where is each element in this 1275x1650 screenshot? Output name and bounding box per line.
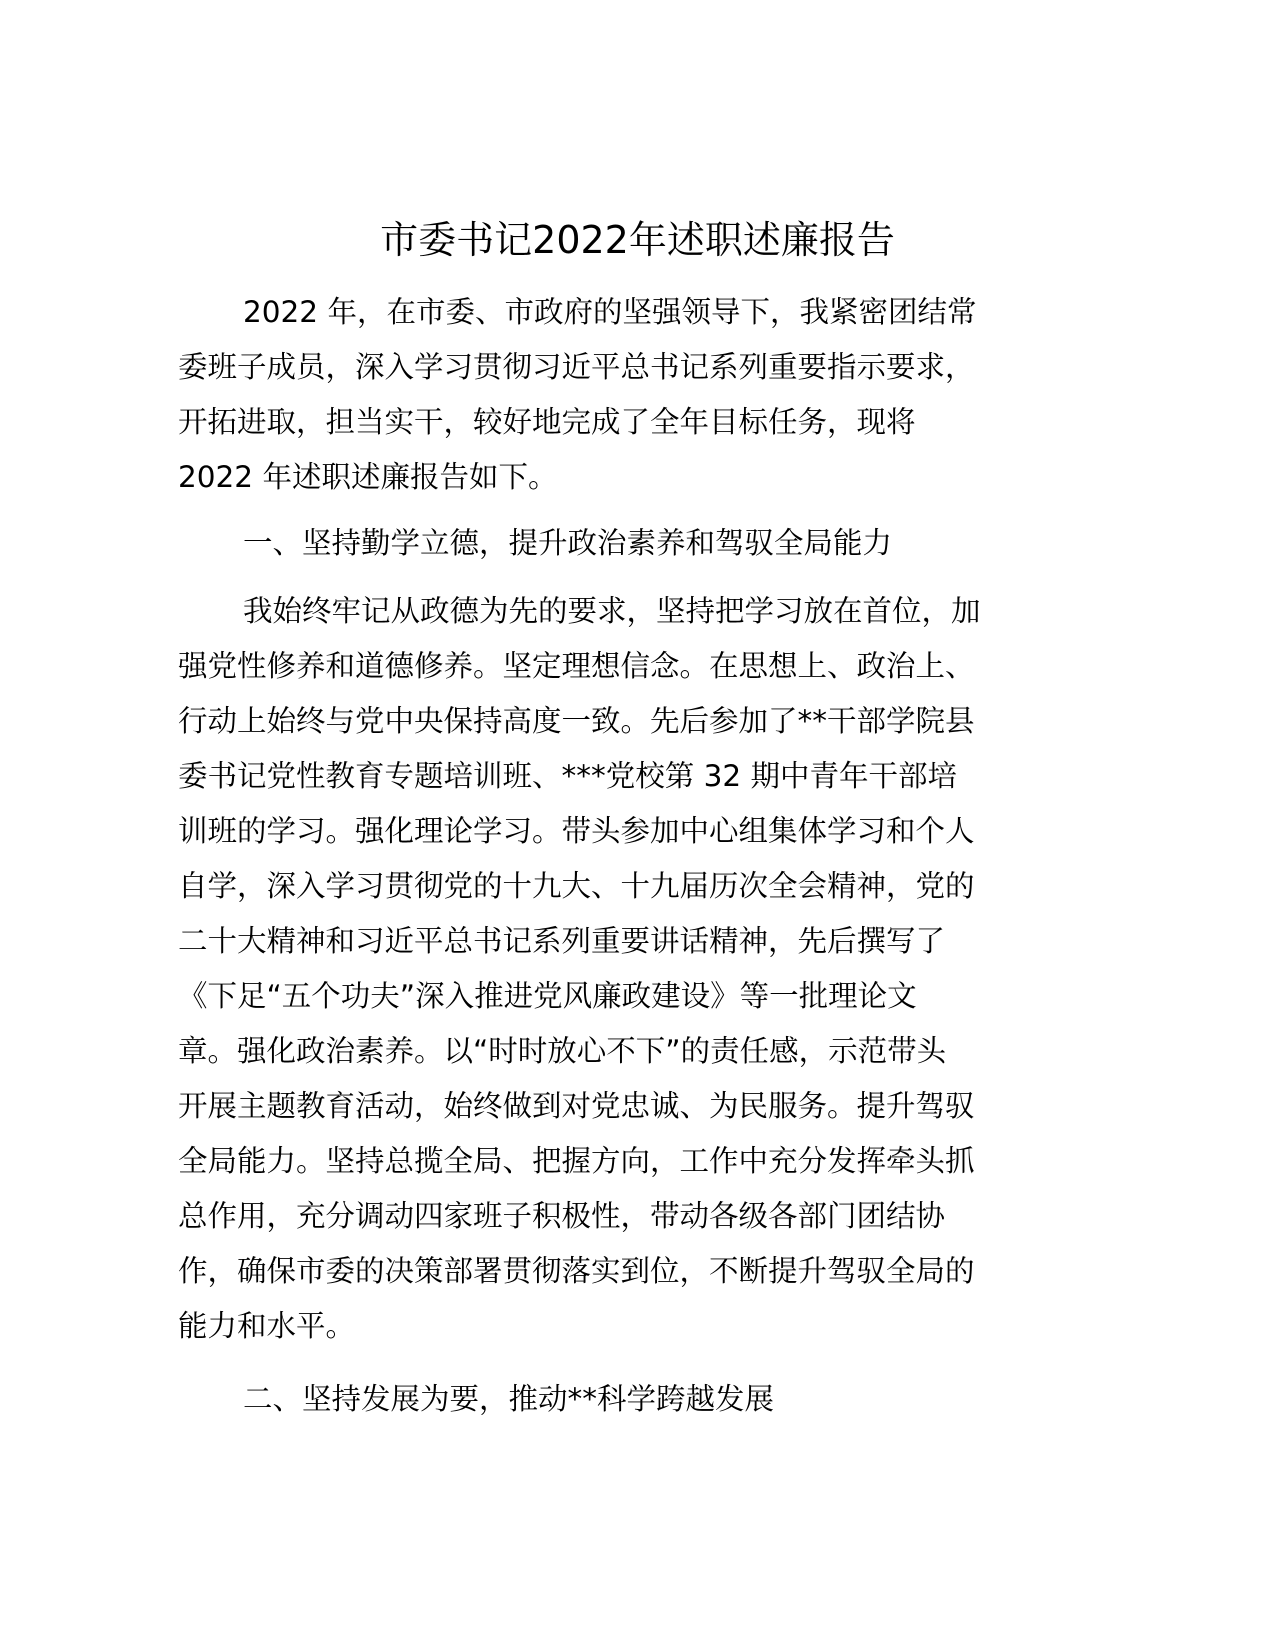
text-line: 2022 年，在市委、市政府的坚强领导下，我紧密团结常 — [243, 295, 977, 329]
text-line: 委书记党性教育专题培训班、***党校第 32 期中青年干部培 — [178, 759, 958, 793]
text-line: 《下足“五个功夫”深入推进党风廉政建设》等一批理论文 — [178, 979, 917, 1013]
text-line: 开展主题教育活动，始终做到对党忠诚、为民服务。提升驾驭 — [178, 1089, 975, 1123]
text-line: 能力和水平。 — [178, 1309, 356, 1343]
text-line: 训班的学习。强化理论学习。带头参加中心组集体学习和个人 — [178, 814, 975, 848]
text-line: 2022 年述职述廉报告如下。 — [178, 460, 558, 494]
text-line: 章。强化政治素养。以“时时放心不下”的责任感，示范带头 — [178, 1034, 947, 1068]
text-line: 强党性修养和道德修养。坚定理想信念。在思想上、政治上、 — [178, 649, 975, 683]
text-line: 我始终牢记从政德为先的要求，坚持把学习放在首位，加 — [243, 594, 981, 628]
text-line: 委班子成员，深入学习贯彻习近平总书记系列重要指示要求， — [178, 350, 975, 384]
text-line: 自学，深入学习贯彻党的十九大、十九届历次全会精神，党的 — [178, 869, 975, 903]
text-line: 二、坚持发展为要，推动**科学跨越发展 — [243, 1382, 775, 1416]
text-line: 二十大精神和习近平总书记系列重要讲话精神，先后撰写了 — [178, 924, 946, 958]
text-line: 一、坚持勤学立德，提升政治素养和驾驭全局能力 — [243, 526, 893, 560]
document-title: 市委书记2022年述职述廉报告 — [380, 218, 895, 262]
text-line: 行动上始终与党中央保持高度一致。先后参加了**干部学院县 — [178, 704, 975, 738]
text-line: 作，确保市委的决策部署贯彻落实到位，不断提升驾驭全局的 — [178, 1254, 975, 1288]
text-line: 开拓进取，担当实干，较好地完成了全年目标任务，现将 — [178, 405, 916, 439]
text-line: 全局能力。坚持总揽全局、把握方向，工作中充分发挥牵头抓 — [178, 1144, 975, 1178]
text-line: 总作用，充分调动四家班子积极性，带动各级各部门团结协 — [178, 1199, 946, 1233]
